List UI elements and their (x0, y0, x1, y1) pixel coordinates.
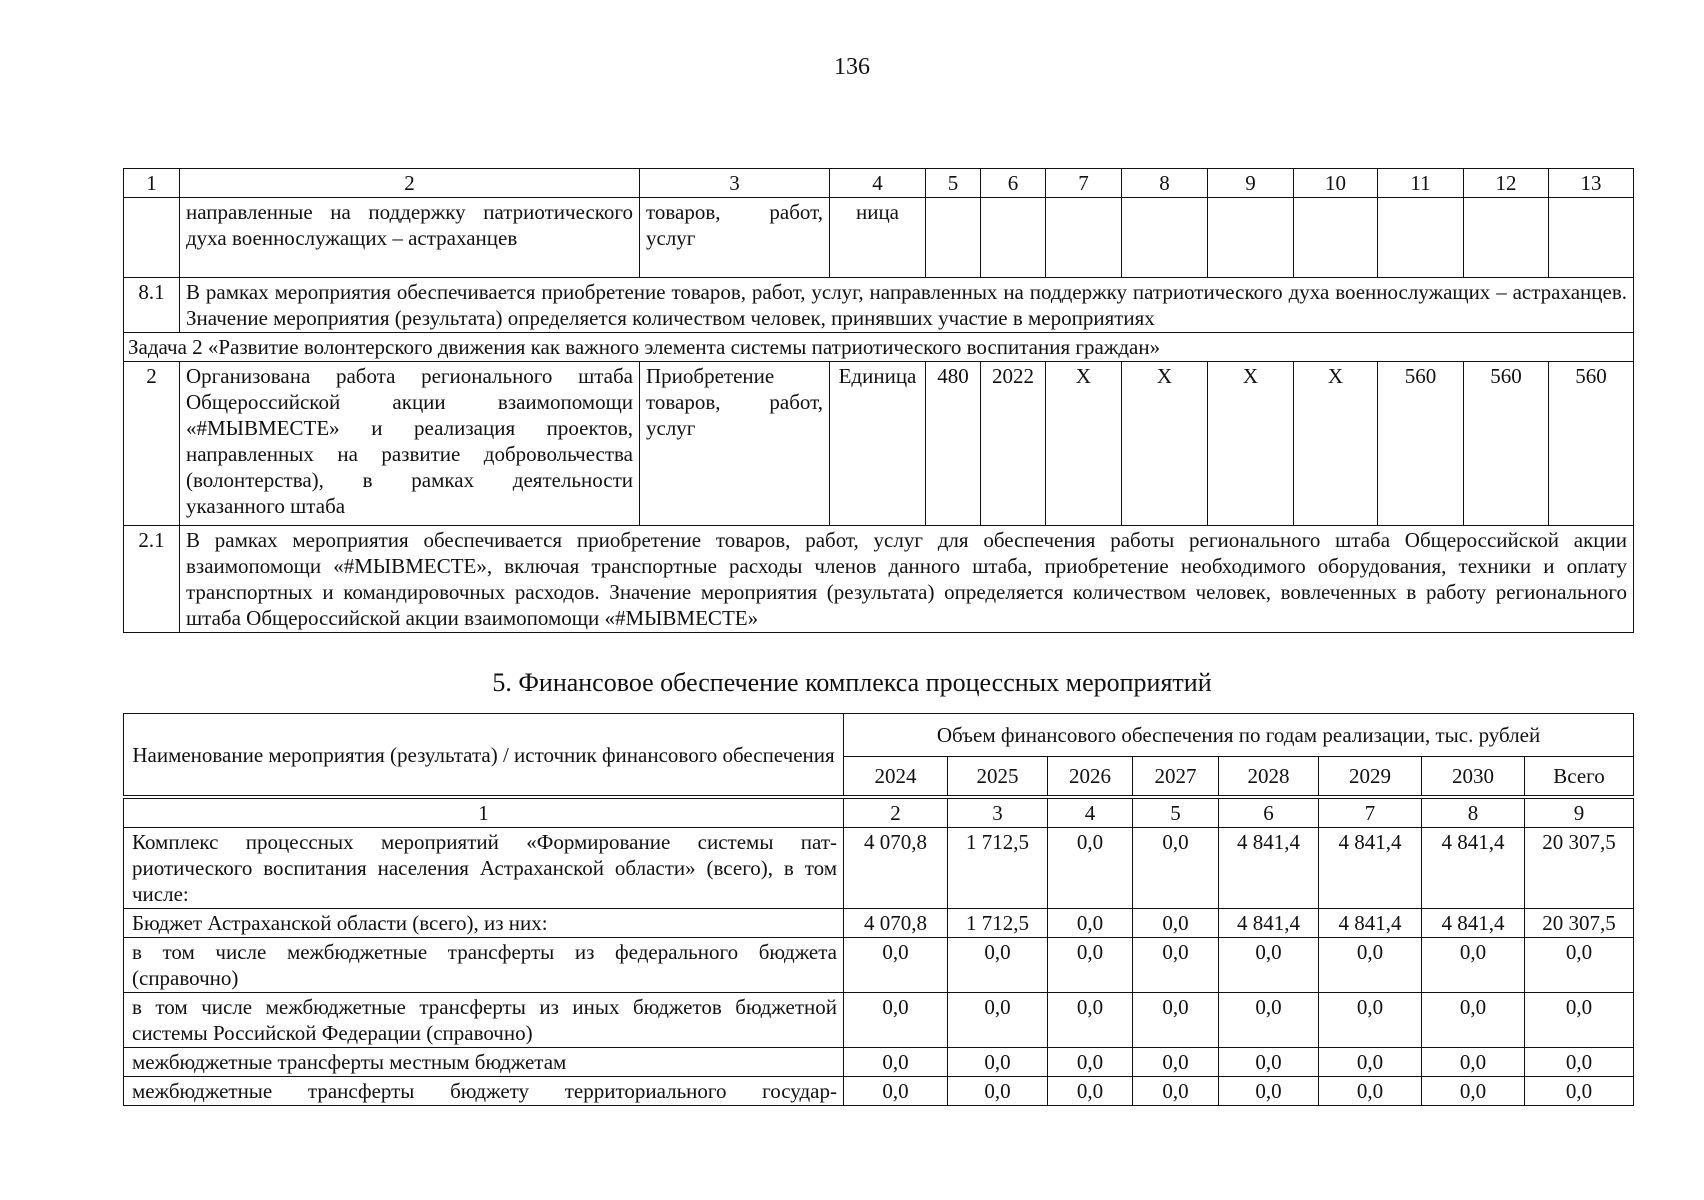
table-header-row (124, 169, 1634, 198)
table-row (124, 1048, 1634, 1077)
row-name: в том числе межбюджетные трансферты из федерального бюджета (справочно) (124, 938, 844, 993)
row-number: 2.1 (124, 526, 180, 633)
value-cell: 0,0 (1319, 1048, 1422, 1077)
year-header: 2026 (1048, 757, 1133, 796)
base-value: 480 (926, 362, 981, 526)
value-cell: 0,0 (948, 1048, 1048, 1077)
value-cell: X (1294, 362, 1378, 526)
row-name: в том числе межбюджетные трансферты из иных бюджетов бюджетной системы Российской Федерации (справочно) (124, 993, 844, 1048)
row-name: межбюджетные трансферты местным бюджетам (124, 1048, 844, 1077)
value-cell: 4 841,4 (1219, 828, 1319, 909)
value-cell: 0,0 (844, 938, 948, 993)
value-cell: 20 307,5 (1525, 909, 1634, 938)
col-number: 9 (1208, 169, 1294, 198)
value-cell: 0,0 (1048, 938, 1133, 993)
page-number: 136 (834, 54, 870, 80)
value-cell: 0,0 (1319, 938, 1422, 993)
value-cell: 0,0 (1133, 938, 1219, 993)
value-cell: 4 841,4 (1319, 828, 1422, 909)
measure-type: Приобретение товаров, работ, услуг (640, 362, 830, 526)
col-number: 4 (830, 169, 926, 198)
year-header: 2028 (1219, 757, 1319, 796)
value-cell: 1 712,5 (948, 828, 1048, 909)
value-cell: 0,0 (1219, 1048, 1319, 1077)
value-cell: 0,0 (1048, 993, 1133, 1048)
value-cell: 0,0 (1048, 1077, 1133, 1106)
year-header: 2030 (1422, 757, 1525, 796)
indicators-table (123, 168, 1634, 633)
table-row (124, 526, 1634, 633)
col-number: 6 (1219, 799, 1319, 828)
value-cell: 560 (1464, 362, 1549, 526)
value-cell: 0,0 (948, 1077, 1048, 1106)
value-cell: 4 841,4 (1319, 909, 1422, 938)
year-header: 2024 (844, 757, 948, 796)
value-cell: 0,0 (1219, 1077, 1319, 1106)
col-number: 11 (1378, 169, 1464, 198)
value-cell: 0,0 (1133, 1048, 1219, 1077)
section-title: 5. Финансовое обеспечение комплекса процессных мероприятий (492, 668, 1212, 697)
col-number: 7 (1046, 169, 1122, 198)
row-name: межбюджетные трансферты бюджету территориального государ- (124, 1077, 844, 1106)
table-header-row (124, 714, 1634, 757)
measure-unit: ница (830, 198, 926, 278)
value-cell: 1 712,5 (948, 909, 1048, 938)
col-number: 13 (1549, 169, 1634, 198)
table-row (124, 278, 1634, 333)
value-cell: 20 307,5 (1525, 828, 1634, 909)
value-cell: 4 841,4 (1219, 909, 1319, 938)
task-row (124, 333, 1634, 362)
measure-name: Организована работа регионального штаба Общероссийской акции взаимопомощи «#МЫВМЕСТЕ» и реализация проектов, направленных на развитие добровольчества (волонтерства), в рамках деятельности указанного штаба (180, 362, 640, 526)
value-cell: 0,0 (1219, 938, 1319, 993)
col-number: 3 (640, 169, 830, 198)
col-number: 4 (1048, 799, 1133, 828)
value-cell: 0,0 (948, 938, 1048, 993)
base-year: 2022 (981, 362, 1046, 526)
value-cell: X (1208, 362, 1294, 526)
column-numbers-row (124, 799, 1634, 828)
col-number: 7 (1319, 799, 1422, 828)
col-number: 1 (124, 169, 180, 198)
col-number: 2 (180, 169, 640, 198)
table-row (124, 362, 1634, 526)
measure-type: товаров, работ, услуг (640, 198, 830, 278)
col-number: 1 (124, 799, 844, 828)
table-row (124, 993, 1634, 1048)
value-cell: 0,0 (1525, 1048, 1634, 1077)
row-number: 2 (124, 362, 180, 526)
value-cell: 560 (1549, 362, 1634, 526)
value-cell: 0,0 (844, 1048, 948, 1077)
value-cell: 0,0 (1422, 1048, 1525, 1077)
year-header: 2025 (948, 757, 1048, 796)
value-cell: 0,0 (1048, 909, 1133, 938)
col-number: 9 (1525, 799, 1634, 828)
value-cell: 0,0 (1048, 1048, 1133, 1077)
value-cell: 4 841,4 (1422, 909, 1525, 938)
value-cell: 0,0 (948, 993, 1048, 1048)
value-cell: 0,0 (1525, 993, 1634, 1048)
value-cell: X (1122, 362, 1208, 526)
col-number: 2 (844, 799, 948, 828)
table-row (124, 1077, 1634, 1106)
value-cell: 0,0 (1525, 1077, 1634, 1106)
col-number: 10 (1294, 169, 1378, 198)
year-header: 2029 (1319, 757, 1422, 796)
value-cell: 0,0 (1319, 1077, 1422, 1106)
value-cell: 4 070,8 (844, 828, 948, 909)
value-cell: 0,0 (1048, 828, 1133, 909)
value-cell: 0,0 (844, 1077, 948, 1106)
measure-description: В рамках мероприятия обеспечивается приобретение товаров, работ, услуг, направленных на поддержку патриотического духа военнослужащих – астраханцев. Значение мероприятия (результата) определяется количеством человек, принявших участие в мероприятиях (180, 278, 1634, 333)
task-title: Задача 2 «Развитие волонтерского движения как важного элемента системы патриотического воспитания граждан» (124, 333, 1634, 362)
value-cell: 0,0 (1133, 993, 1219, 1048)
value-cell: 0,0 (1219, 993, 1319, 1048)
value-cell: 4 841,4 (1422, 828, 1525, 909)
value-cell: 0,0 (1133, 1077, 1219, 1106)
value-cell: 0,0 (844, 993, 948, 1048)
col-number: 6 (981, 169, 1046, 198)
table-row (124, 828, 1634, 909)
value-cell: 0,0 (1422, 1077, 1525, 1106)
value-cell: 0,0 (1422, 938, 1525, 993)
value-cell: 0,0 (1133, 909, 1219, 938)
col-number: 3 (948, 799, 1048, 828)
financing-table (123, 713, 1634, 1106)
value-cell: X (1046, 362, 1122, 526)
year-header: 2027 (1133, 757, 1219, 796)
header-name: Наименование мероприятия (результата) / источник финансового обеспечения (124, 714, 844, 796)
value-cell: 4 070,8 (844, 909, 948, 938)
row-name: Комплекс процессных мероприятий «Формирование системы патриотического воспитания населения Астраханской области» (всего), в том числе: (124, 828, 844, 909)
total-header: Всего (1525, 757, 1634, 796)
col-number: 8 (1122, 169, 1208, 198)
header-volume: Объем финансового обеспечения по годам реализации, тыс. рублей (844, 714, 1634, 757)
row-name: Бюджет Астраханской области (всего), из них: (124, 909, 844, 938)
col-number: 8 (1422, 799, 1525, 828)
table-row (124, 909, 1634, 938)
measure-description: В рамках мероприятия обеспечивается приобретение товаров, работ, услуг для обеспечения работы регионального штаба Общероссийской акции взаимопомощи «#МЫВМЕСТЕ», включая транспортные расходы членов данного штаба, приобретение необходимого оборудования, техники и оплату транспортных и командировочных расходов. Значение мероприятия (результата) определяется количеством человек, вовлеченных в работу регионального штаба Общероссийской акции взаимопомощи «#МЫВМЕСТЕ» (180, 526, 1634, 633)
value-cell: 0,0 (1422, 993, 1525, 1048)
col-number: 5 (1133, 799, 1219, 828)
table-row (124, 938, 1634, 993)
measure-name: направленные на поддержку патриотического духа военнослужащих – астраханцев (180, 198, 640, 278)
value-cell: 0,0 (1319, 993, 1422, 1048)
row-number: 8.1 (124, 278, 180, 333)
value-cell: 0,0 (1525, 938, 1634, 993)
col-number: 5 (926, 169, 981, 198)
value-cell: 0,0 (1133, 828, 1219, 909)
measure-unit: Единица (830, 362, 926, 526)
col-number: 12 (1464, 169, 1549, 198)
value-cell: 560 (1378, 362, 1464, 526)
table-row (124, 198, 1634, 278)
